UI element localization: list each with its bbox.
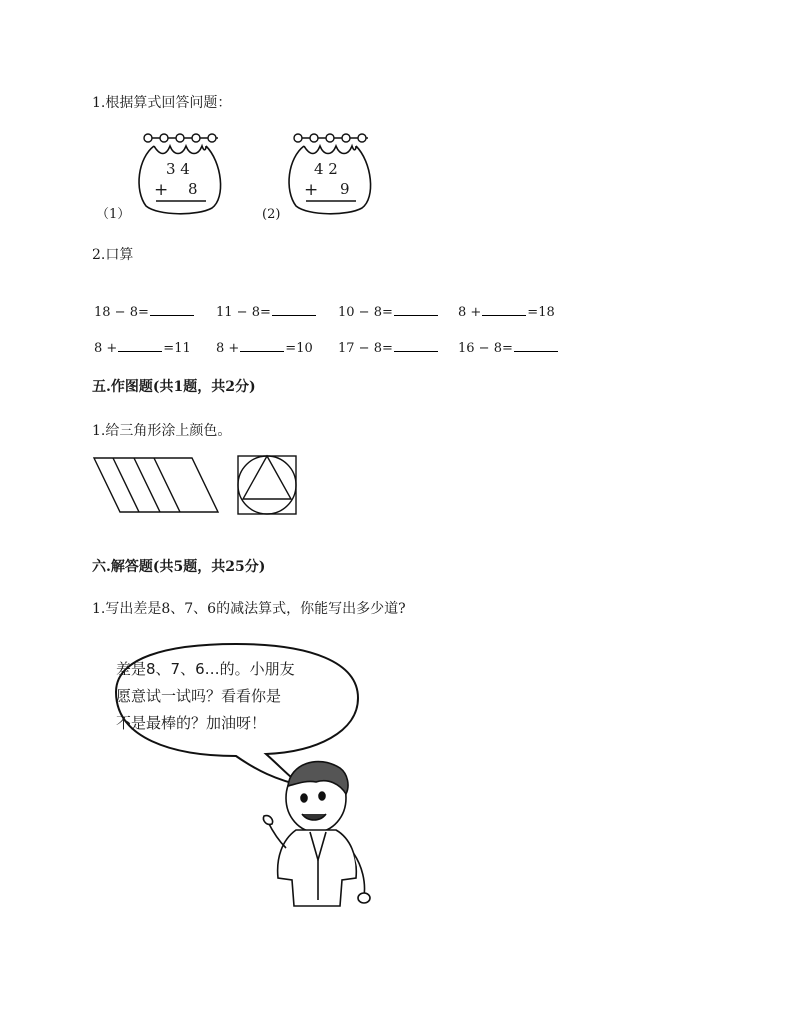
- oral-calc-item: [458, 339, 559, 356]
- answer-blank[interactable]: [150, 303, 194, 316]
- oral-calc-item: [338, 339, 439, 356]
- bag2-plus-sign: +: [304, 180, 319, 200]
- answer-blank[interactable]: [394, 303, 438, 316]
- oral-calc-item: [216, 339, 313, 356]
- bubble-line: 不是最棒的？加油呀！: [116, 714, 267, 732]
- answer-blank[interactable]: [514, 339, 558, 352]
- oral-calc-expression: 11 − 8=: [216, 305, 271, 320]
- bag1-plus-sign: +: [154, 180, 169, 200]
- q1-prompt: 1.根据算式回答问题：: [92, 95, 232, 111]
- answer-blank[interactable]: [118, 339, 162, 352]
- oral-calc-result: =10: [285, 341, 313, 356]
- oral-calc-item: [94, 339, 191, 356]
- bag1-top-number: 3 4: [166, 160, 190, 178]
- oral-calc-item: [216, 303, 317, 320]
- oral-calc-expression: 18 − 8=: [94, 305, 149, 320]
- section6-q1-prompt: 1.写出差是8、7、6的减法算式，你能写出多少道?: [92, 601, 406, 617]
- bubble-line: 愿意试一试吗？看看你是: [116, 687, 282, 705]
- bag2-label: (2): [262, 207, 281, 222]
- oral-calc-expression: 8 +: [94, 341, 118, 356]
- section6-title: 六.解答题(共5题，共25分): [92, 559, 266, 575]
- parallelogram-figure: [92, 456, 222, 518]
- oral-calc-item: [338, 303, 439, 320]
- oral-calc-item: [94, 303, 195, 320]
- answer-blank[interactable]: [482, 303, 526, 316]
- bag2-bottom-number: 9: [340, 180, 350, 198]
- q2-prompt: 2.口算: [92, 247, 134, 263]
- oral-calc-expression: 8 +: [216, 341, 240, 356]
- section5-q1-prompt: 1.给三角形涂上颜色。: [92, 423, 232, 439]
- square-circle-triangle-figure: [236, 454, 300, 518]
- oral-calc-expression: 10 − 8=: [338, 305, 393, 320]
- answer-blank[interactable]: [240, 339, 284, 352]
- section5-title: 五.作图题(共1题，共2分): [92, 379, 256, 395]
- oral-calc-expression: 16 − 8=: [458, 341, 513, 356]
- bag1-label: （1）: [96, 207, 131, 222]
- bubble-line: 差是8、7、6…的。小朋友: [116, 660, 295, 678]
- answer-blank[interactable]: [272, 303, 316, 316]
- bag2-top-number: 4 2: [314, 160, 338, 178]
- oral-calc-result: =18: [527, 305, 555, 320]
- oral-calc-expression: 8 +: [458, 305, 482, 320]
- speech-bubble-text: [116, 656, 295, 737]
- bag1-bottom-number: 8: [188, 180, 198, 198]
- oral-calc-result: =11: [163, 341, 191, 356]
- oral-calc-expression: 17 − 8=: [338, 341, 393, 356]
- answer-blank[interactable]: [394, 339, 438, 352]
- oral-calc-item: [458, 303, 555, 320]
